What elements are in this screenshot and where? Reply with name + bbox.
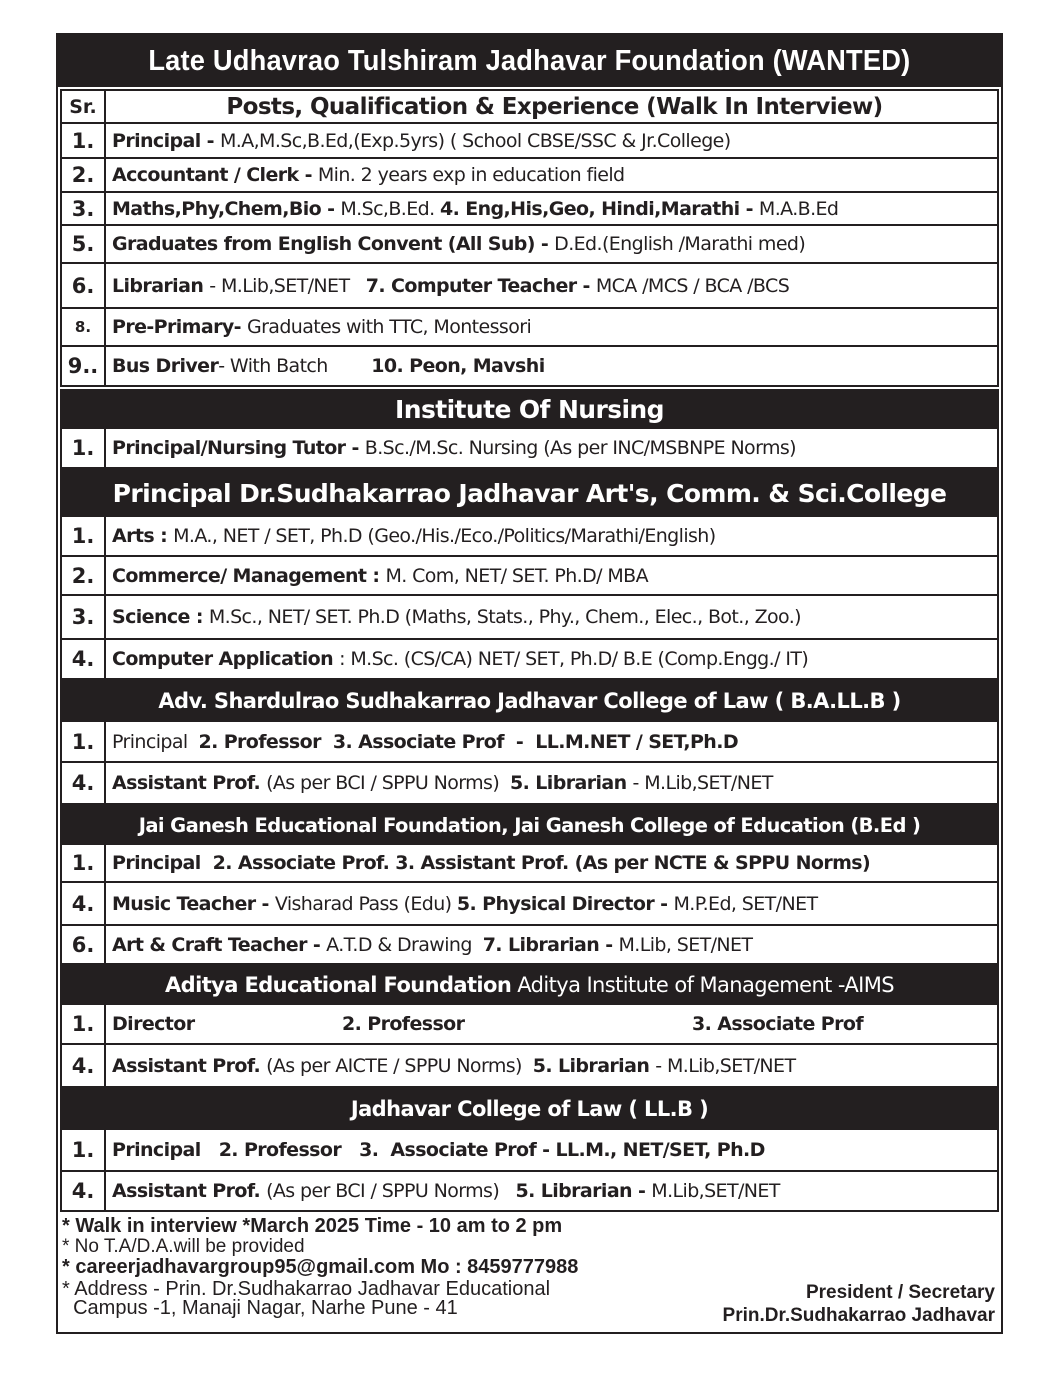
- table-row: [60, 1172, 999, 1212]
- row-content: [106, 1139, 997, 1161]
- row-content: [106, 731, 997, 753]
- row-content: [106, 852, 997, 874]
- row-content: [106, 565, 997, 587]
- post-title: 5. Librarian -: [515, 1180, 652, 1202]
- table-row: [60, 557, 999, 596]
- serial-number: 8.: [62, 309, 106, 345]
- qualification-text: D.Ed.(English /Marathi med): [554, 233, 806, 255]
- serial-number: 1.: [62, 845, 106, 881]
- advertisement-frame: [56, 33, 1003, 1334]
- section-header: [60, 680, 999, 722]
- post-title: 10. Peon, Mavshi: [371, 355, 545, 377]
- row-content: [106, 525, 997, 547]
- qualification-text: - M.Lib,SET/NET: [632, 772, 773, 794]
- table-row: [60, 347, 999, 387]
- serial-number: 1.: [62, 429, 106, 467]
- post-title: Art & Craft Teacher -: [112, 933, 327, 956]
- table-header-row: [60, 89, 999, 124]
- sr-column-header: Sr.: [62, 91, 106, 122]
- table-row: [60, 883, 999, 926]
- table-row: [60, 1045, 999, 1088]
- post-title: 5. Librarian: [532, 1054, 656, 1077]
- section-header: [60, 965, 999, 1005]
- table-row: [60, 763, 999, 805]
- qualification-text: M.Lib,SET/NET: [651, 1180, 780, 1202]
- table-row: [60, 429, 999, 469]
- row-content: [106, 198, 997, 220]
- table-row: [60, 193, 999, 226]
- qualification-text: B.Sc./M.Sc. Nursing (As per INC/MSBNPE Norms): [364, 437, 796, 459]
- qualification-text: (As per BCI / SPPU Norms): [266, 1180, 516, 1202]
- post-title: Librarian: [112, 274, 210, 297]
- no-tada-note: * No T.A/D.A.will be provided: [62, 1236, 305, 1257]
- post-title: Assistant Prof.: [112, 772, 267, 794]
- row-content: [106, 1180, 997, 1202]
- row-content: [106, 130, 997, 152]
- qualification-text: M.Sc,B.Ed.: [340, 197, 440, 220]
- post-title: Principal 2. Professor 3. Associate Prof - LL.M., NET/SET, Ph.D: [112, 1139, 765, 1161]
- qualification-text: M.Lib, SET/NET: [618, 933, 753, 956]
- table-heading: [106, 94, 997, 120]
- post-title: Graduates from English Convent (All Sub) -: [112, 233, 555, 255]
- row-content: [106, 233, 997, 255]
- serial-number: 1.: [62, 517, 106, 555]
- post-title: Principal/Nursing Tutor -: [112, 437, 365, 459]
- serial-number: 3.: [62, 193, 106, 224]
- section-title-bold: Aditya Educational Foundation: [165, 973, 512, 997]
- serial-number: 3.: [62, 596, 106, 638]
- serial-number: 4.: [62, 640, 106, 678]
- post-title: 3. Associate Prof: [692, 1012, 864, 1035]
- table-row: [60, 159, 999, 193]
- post-title: 5. Physical Director -: [456, 892, 674, 915]
- post-title: Pre-Primary-: [112, 316, 247, 338]
- post-title: Maths,Phy,Chem,Bio -: [112, 197, 341, 220]
- post-title: Science :: [112, 606, 209, 628]
- qualification-text: - With Batch: [218, 355, 372, 377]
- serial-number: 1.: [62, 124, 106, 157]
- post-title: Principal -: [112, 129, 220, 152]
- table-row: [60, 264, 999, 309]
- post-title: Assistant Prof.: [112, 1054, 267, 1077]
- qualification-text: A.T.D & Drawing: [326, 933, 483, 956]
- post-title: 2. Professor 3. Associate Prof - LL.M.NET / SET,Ph.D: [198, 730, 738, 753]
- section-header: [60, 389, 999, 429]
- row-content: [106, 275, 997, 297]
- signatory-name: Prin.Dr.Sudhakarrao Jadhavar: [722, 1305, 995, 1326]
- footer-notes: [60, 1210, 999, 1332]
- post-title: Computer Application: [112, 648, 340, 670]
- row-content: [106, 1055, 997, 1077]
- page-title-text: Late Udhavrao Tulshiram Jadhavar Foundation (WANTED): [148, 45, 911, 77]
- serial-number: 6.: [62, 264, 106, 307]
- section-header: [60, 469, 999, 517]
- qualification-text: - M.Lib,SET/NET: [655, 1054, 796, 1077]
- qualification-text: M.A,M.Sc,B.Ed,(Exp.5yrs) ( School CBSE/SSC & Jr.College): [219, 129, 731, 152]
- table-row: [60, 517, 999, 557]
- post-title: Arts :: [112, 525, 174, 547]
- section-header: [60, 1088, 999, 1130]
- row-content: [106, 437, 997, 459]
- post-title: 4. Eng,His,Geo, Hindi,Marathi -: [440, 197, 759, 220]
- row-content: [106, 772, 997, 794]
- post-title: 7. Librarian -: [482, 933, 619, 956]
- serial-number: 2.: [62, 557, 106, 594]
- serial-number: 1.: [62, 1005, 106, 1043]
- qualification-text: Principal: [112, 730, 199, 753]
- post-title: Principal 2. Associate Prof. 3. Assistant Prof. (As per NCTE & SPPU Norms): [112, 852, 871, 874]
- serial-number: 9..: [62, 347, 106, 385]
- row-content: [106, 164, 997, 186]
- serial-number: 1.: [62, 1130, 106, 1170]
- section-title-text: Jadhavar College of Law ( LL.B ): [350, 1097, 709, 1121]
- qualification-text: Visharad Pass (Edu): [274, 892, 457, 915]
- qualification-text: (As per BCI / SPPU Norms): [266, 772, 511, 794]
- qualification-text: MCA /MCS / BCA /BCS: [595, 274, 790, 297]
- qualification-text: M.A.B.Ed: [758, 197, 839, 220]
- row-content: [106, 606, 997, 628]
- section-title-text: Jai Ganesh Educational Foundation, Jai Ganesh College of Education (B.Ed ): [138, 813, 921, 837]
- qualification-text: - M.Lib,SET/NET: [209, 274, 366, 297]
- serial-number: 4.: [62, 1172, 106, 1210]
- serial-number: 2.: [62, 159, 106, 191]
- table-row: [60, 226, 999, 264]
- section-title-text: Institute Of Nursing: [395, 394, 664, 424]
- row-content: [106, 355, 997, 377]
- table-row: [60, 926, 999, 965]
- serial-number: 1.: [62, 722, 106, 761]
- signatory-title: President / Secretary: [805, 1282, 995, 1303]
- qualification-text: M. Com, NET/ SET. Ph.D/ MBA: [385, 564, 648, 587]
- post-title: Accountant / Clerk -: [112, 164, 318, 186]
- post-title: 2. Professor: [342, 1012, 465, 1035]
- row-content: [106, 316, 997, 338]
- post-title: 7. Computer Teacher -: [365, 274, 596, 297]
- post-title: Assistant Prof.: [112, 1180, 267, 1202]
- walk-in-note: * Walk in interview *March 2025 Time - 10 am to 2 pm: [62, 1215, 563, 1237]
- qualification-text: M.P.Ed, SET/NET: [673, 892, 818, 915]
- qualification-text: Graduates with TTC, Montessori: [246, 316, 532, 338]
- page-title: [58, 35, 1001, 87]
- serial-number: 4.: [62, 1045, 106, 1086]
- table-heading-text: Posts, Qualification & Experience (Walk In Interview): [226, 93, 883, 120]
- qualification-text: : M.Sc. (CS/CA) NET/ SET, Ph.D/ B.E (Comp.Engg./ IT): [339, 648, 809, 670]
- qualification-text: M.A., NET / SET, Ph.D (Geo./His./Eco./Politics/Marathi/English): [173, 525, 716, 547]
- table-row: [60, 845, 999, 883]
- table-row: [60, 640, 999, 680]
- table-row: [60, 1005, 999, 1045]
- table-row: [60, 722, 999, 763]
- qualification-text: M.Sc., NET/ SET. Ph.D (Maths, Stats., Phy., Chem., Elec., Bot., Zoo.): [208, 606, 801, 628]
- post-title: Music Teacher -: [112, 892, 275, 915]
- row-content: [106, 1011, 997, 1038]
- serial-number: 5.: [62, 226, 106, 262]
- section-title-text: Principal Dr.Sudhakarrao Jadhavar Art's, Comm. & Sci.College: [112, 478, 947, 508]
- row-content: [106, 934, 997, 956]
- row-content: [106, 648, 997, 670]
- section-header: [60, 805, 999, 845]
- qualification-text: Min. 2 years exp in education field: [317, 164, 625, 186]
- table-row: [60, 124, 999, 159]
- section-title-normal: Aditya Institute of Management -AIMS: [511, 973, 894, 997]
- serial-number: 6.: [62, 926, 106, 963]
- section-title-text: Adv. Shardulrao Sudhakarrao Jadhavar College of Law ( B.A.LL.B ): [158, 689, 901, 713]
- address-line-2: Campus -1, Manaji Nagar, Narhe Pune - 41: [62, 1297, 458, 1319]
- post-title: Bus Driver: [112, 355, 219, 377]
- address-line-1: * Address - Prin. Dr.Sudhakarrao Jadhavar Educational: [62, 1278, 551, 1300]
- serial-number: 4.: [62, 883, 106, 924]
- post-title: Director: [112, 1012, 195, 1035]
- post-title: 5. Librarian: [510, 772, 633, 794]
- row-content: [106, 893, 997, 915]
- contact-email-phone: * careerjadhavargroup95@gmail.com Mo : 8459777988: [62, 1256, 579, 1278]
- qualification-text: (As per AICTE / SPPU Norms): [266, 1054, 533, 1077]
- serial-number: 4.: [62, 763, 106, 803]
- table-row: [60, 1130, 999, 1172]
- table-row: [60, 596, 999, 640]
- table-row: [60, 309, 999, 347]
- post-title: Commerce/ Management :: [112, 564, 386, 587]
